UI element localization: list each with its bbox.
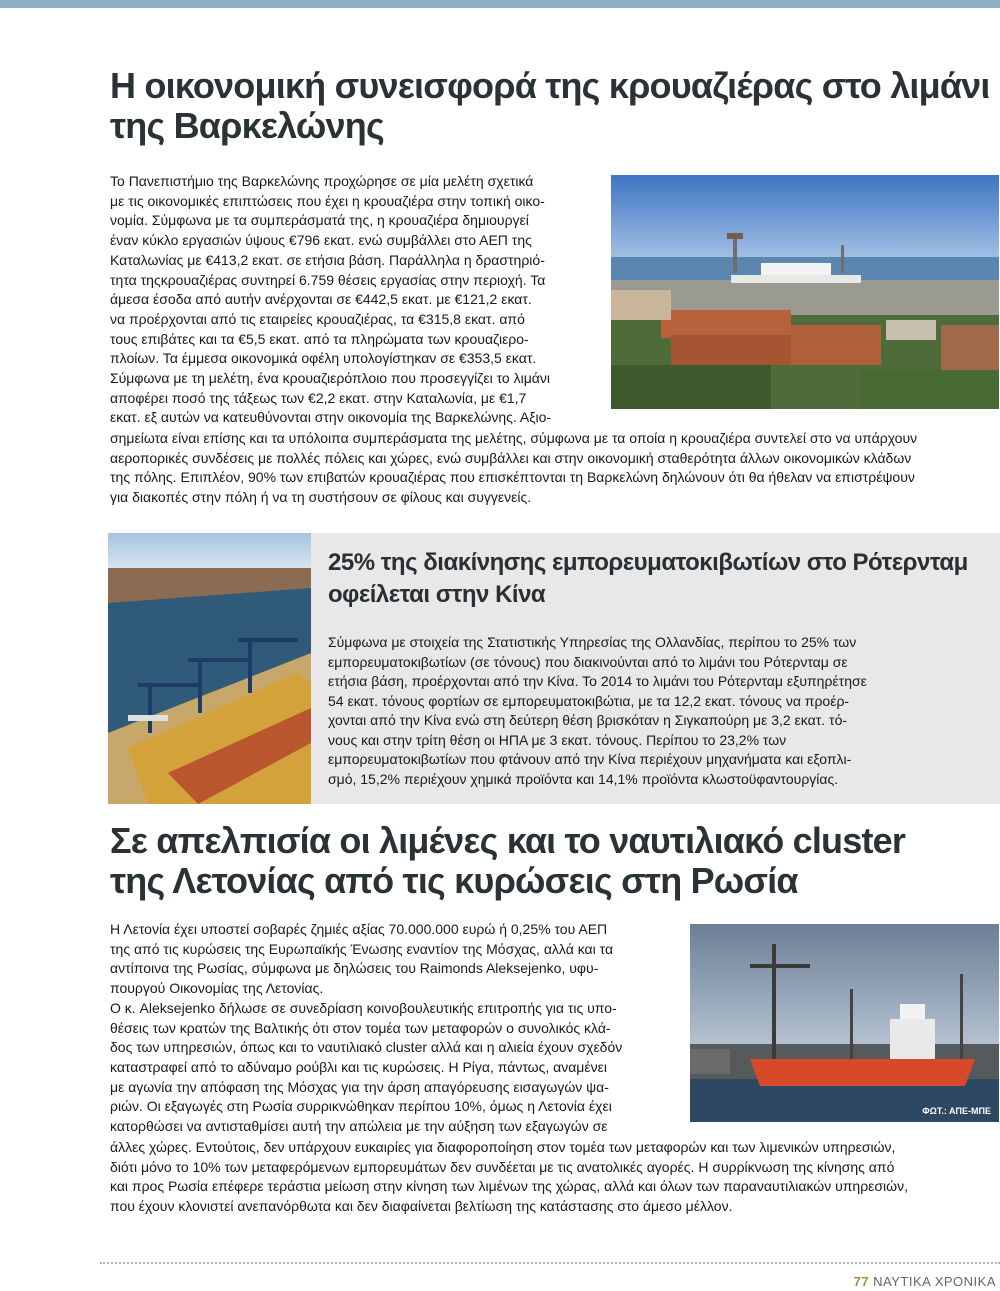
text-line: διότι μόνο το 10% των μεταφερόμενων εμπορευμάτων δεν συνδέεται με τις ανατολικές αγορές. Η συρρίκνωση της κίνησης από: [110, 1158, 895, 1175]
article2-title-line2: οφείλεται στην Κίνα: [328, 581, 546, 608]
text-line: 54 εκατ. τόνους φορτίων σε εμπορευματοκιβώτια, με τα 12,2 εκατ. τόνους να προέρ-: [328, 692, 850, 709]
text-line: με αγωνία την απόφαση της Μόσχας για την άρση απαγόρευσης εισαγωγών ψα-: [110, 1078, 609, 1095]
text-line: Η Λετονία έχει υποστεί σοβαρές ζημιές αξίας 70.000.000 ευρώ ή 0,25% του ΑΕΠ: [110, 921, 608, 937]
page-footer: [854, 1274, 996, 1289]
text-line: που έχουν κλονιστεί ανεπανόρθωτα και δεν διαφαίνεται βελτίωση της κατάστασης στο άμεσο μέλλον.: [110, 1198, 733, 1215]
text-line: Ο κ. Aleksejenko δήλωσε σε συνεδρίαση κοινοβουλευτικής επιτροπής για τις υπο-: [110, 999, 617, 1016]
text-line: ετήσια βάση, προέρχονται από την Κίνα. Το 2014 το λιμάνι του Ρότερνταμ εξυπηρέτησε: [328, 673, 867, 689]
text-line: με τις οικονομικές επιπτώσεις που έχει η κρουαζιέρα στην τοπική οικο-: [110, 192, 545, 209]
article2-body: [328, 633, 987, 789]
latvia-port-ship-photo: [690, 924, 999, 1122]
text-line: Το Πανεπιστήμιο της Βαρκελώνης προχώρησε σε μία μελέτη σχετικά: [110, 173, 534, 189]
page-number: 77: [853, 1274, 870, 1289]
text-line: αποφέρει ποσό της τάξεως των €2,2 εκατ. στην Καταλωνία, με €1,7: [110, 389, 527, 406]
top-color-bar: [0, 0, 1000, 8]
text-line: Καταλωνίας με €413,2 εκατ. σε ετήσια βάση. Παράλληλα η δραστηριό-: [110, 251, 545, 268]
text-line: εμπορευματοκιβωτίων (σε τόνους) που διακινούνται από το λιμάνι του Ρότερνταμ σε: [328, 653, 848, 670]
text-line: αεροπορικές συνδέσεις με πολλές πόλεις και χώρες, ενώ συμβάλλει και στην οικονομική σταθερότητα άλλων οικονομικών κλάδων: [110, 449, 912, 466]
article1-title-line1: Η οικονομική συνεισφορά της κρουαζιέρας στο λιμάνι: [110, 65, 990, 106]
article3-body-column: [110, 920, 672, 1137]
article1-body-full: [110, 429, 1000, 508]
article1-body-column: [110, 172, 594, 428]
text-line: Σύμφωνα με στοιχεία της Στατιστικής Υπηρεσίας της Ολλανδίας, περίπου το 25% των: [328, 634, 857, 650]
photo-credit: ΦΩΤ.: ΑΠΕ-ΜΠΕ: [922, 1106, 991, 1116]
text-line: να προέρχονται από τις εταιρείες κρουαζιέρας, τα €315,8 εκατ. από: [110, 310, 525, 327]
text-line: τους επιβάτες και τα €5,5 εκατ. από τα πληρώματα των κρουαζιερο-: [110, 330, 529, 347]
text-line: σμό, 15,2% περιέχουν χημικά προϊόντα και 14,1% προϊόντα κλωστοϋφαντουργίας.: [328, 770, 839, 787]
text-line: νους και στην τρίτη θέση οι ΗΠΑ με 3 εκατ. τόνους. Περίπου το 23,2% των: [328, 731, 787, 748]
rotterdam-container-port-photo: [108, 533, 311, 804]
article3-title: [110, 821, 905, 901]
publication-name: ΝΑΥΤΙΚΑ ΧΡΟΝΙΚΑ: [873, 1274, 996, 1289]
text-line: αντίποινα της Ρωσίας, σύμφωνα με δηλώσεις του Raimonds Aleksejenko, υφυ-: [110, 960, 599, 977]
text-line: της από τις κυρώσεις της Ευρωπαϊκής Ένωσης εναντίον της Μόσχας, αλλά και τα: [110, 940, 614, 957]
text-line: πουργού Οικονομίας της Λετονίας.: [110, 980, 324, 997]
article2-title: [328, 547, 988, 611]
text-line: άμεσα έσοδα από αυτήν ανέρχονται σε €442,5 εκατ. με €121,2 εκατ.: [110, 291, 532, 308]
rotterdam-article-box: [311, 533, 1000, 804]
article3-body-full: [110, 1138, 1000, 1217]
text-line: άλλες χώρες. Εντούτοις, δεν υπάρχουν ευκαιρίες για διαφοροποίηση στον τομέα των μεταφορών και των λιμενικών υπηρεσιών,: [110, 1139, 896, 1155]
text-line: δος των υπηρεσιών, όπως και το ναυτιλιακό cluster αλλά και η αλιεία έχουν σχεδόν: [110, 1039, 623, 1056]
text-line: εκατ. εξ αυτών να κατευθύνονται στην οικονομία της Βαρκελώνης. Αξιο-: [110, 409, 552, 426]
article1-title-line2: της Βαρκελώνης: [110, 105, 384, 146]
text-line: τητα τηςκρουαζιέρας συντηρεί 6.759 θέσεις εργασίας στην περιοχή. Τα: [110, 271, 546, 288]
text-line: εμπορευματοκιβωτίων που φτάνουν από την Κίνα περιέχουν μηχανήματα και εξοπλι-: [328, 751, 852, 767]
text-line: για διακοπές στην πόλη ή να τη συστήσουν σε φίλους και συγγενείς.: [110, 489, 532, 506]
article3-title-line2: της Λετονίας από τις κυρώσεις στη Ρωσία: [110, 860, 798, 901]
text-line: κατορθώσει να αντισταθμίσει αυτή την απώλεια με την αύξηση των εξαγωγών σε: [110, 1118, 608, 1135]
text-line: καταστραφεί από το αδύναμο ρούβλι και τις κυρώσεις. Η Ρίγα, πάντως, αναμένει: [110, 1058, 607, 1075]
text-line: της πόλης. Επιπλέον, 90% των επιβατών κρουαζιέρας που επισκέπτονται τη Βαρκελώνη δηλώνουν ότι θα ήθελαν να επιστρέψουν: [110, 469, 915, 486]
text-line: έναν κύκλο εργασιών ύψους €796 εκατ. ενώ συμβάλλει στο ΑΕΠ της: [110, 232, 532, 249]
text-line: νομία. Σύμφωνα με τα συμπεράσματά της, η κρουαζιέρα δημιουργεί: [110, 212, 529, 229]
article3-title-line1: Σε απελπισία οι λιμένες και το ναυτιλιακό cluster: [110, 820, 906, 861]
text-line: χονται από την Κίνα ενώ στη δεύτερη θέση βρισκόταν η Σιγκαπούρη με 3,2 εκατ. τό-: [328, 712, 848, 728]
barcelona-port-photo: [611, 175, 999, 409]
text-line: Σύμφωνα με τη μελέτη, ένα κρουαζιερόπλοιο που προσεγγίζει το λιμάνι: [110, 370, 550, 387]
text-line: σημείωτα είναι επίσης και τα υπόλοιπα συμπεράσματα της μελέτης, σύμφωνα με τα οποία η κρουαζιέρα συντελεί στο να υπάρχουν: [110, 430, 918, 446]
text-line: και προς Ρωσία επέφερε τεράστια μείωση στην κίνηση των λιμένων της χώρας, αλλά και όλων των παραναυτιλιακών υπηρεσιών,: [110, 1178, 908, 1195]
text-line: θέσεις των κρατών της Βαλτικής ότι στον τομέα των μεταφορών ο συνολικός κλά-: [110, 1019, 611, 1036]
text-line: πλοίων. Τα έμμεσα οικονομικά οφέλη υπολογίστηκαν σε €353,5 εκατ.: [110, 350, 537, 367]
footer-divider: [100, 1262, 1000, 1264]
text-line: ριών. Οι εξαγωγές στη Ρωσία συρρικνώθηκαν περίπου 10%, όμως η Λετονία έχει: [110, 1098, 612, 1115]
article1-title: [110, 66, 990, 146]
article2-title-line1: 25% της διακίνησης εμπορευματοκιβωτίων στο Ρότερνταμ: [328, 549, 968, 576]
